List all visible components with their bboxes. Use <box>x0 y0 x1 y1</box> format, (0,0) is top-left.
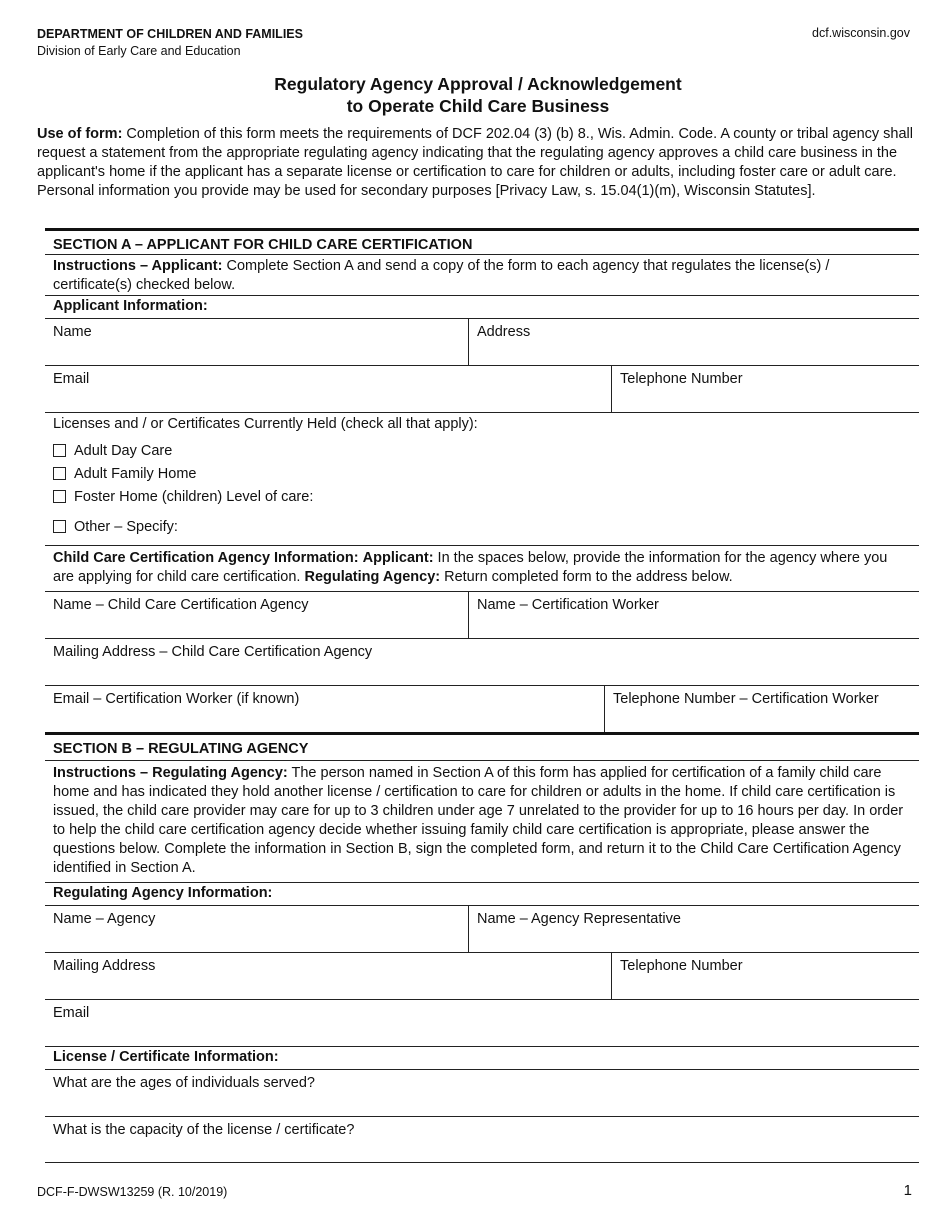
reg-mailing-phone-row <box>45 952 919 999</box>
licenses-label: Licenses and / or Certificates Currently Held (check all that apply): <box>53 416 478 432</box>
cert-mailing-address-field[interactable] <box>45 639 919 685</box>
applicant-email-field[interactable] <box>45 366 611 412</box>
title-line-2: to Operate Child Care Business <box>346 96 610 116</box>
page-number: 1 <box>903 1182 912 1199</box>
department-name: DEPARTMENT OF CHILDREN AND FAMILIES <box>37 27 303 41</box>
field-label: Mailing Address <box>53 958 156 974</box>
form-number: DCF-F-DWSW13259 (R. 10/2019) <box>37 1185 228 1199</box>
applicant-name-field[interactable] <box>45 319 468 365</box>
applicant-phone-field[interactable] <box>611 366 919 412</box>
field-label: Telephone Number <box>620 958 743 974</box>
section-b-heading: SECTION B – REGULATING AGENCY <box>45 732 919 760</box>
agency-info-label: Child Care Certification Agency Information: <box>53 550 359 566</box>
foster-home-option <box>45 485 919 508</box>
cert-agency-row <box>45 591 919 638</box>
title-line-1: Regulatory Agency Approval / Acknowledgement <box>274 74 682 94</box>
instructions-text: Complete Section A and send a copy of the form to each agency that regulates the license(s) / certificate(s) checked below. <box>53 258 830 293</box>
use-of-form-paragraph <box>37 125 919 201</box>
use-of-form-label: Use of form: <box>37 126 123 142</box>
capacity-field[interactable] <box>45 1117 919 1162</box>
license-info-heading: License / Certificate Information: <box>45 1046 919 1069</box>
applicant-address-field[interactable] <box>468 319 919 365</box>
field-label: Email <box>53 371 90 387</box>
field-label: Name – Child Care Certification Agency <box>53 597 309 613</box>
regulating-label: Regulating Agency: <box>304 569 441 585</box>
field-label: Email – Certification Worker (if known) <box>53 691 300 707</box>
field-label: Name – Agency Representative <box>477 911 681 927</box>
adult-day-care-checkbox[interactable] <box>53 444 66 457</box>
reg-agency-name-field[interactable] <box>45 906 468 952</box>
use-of-form-text: Completion of this form meets the requirements of DCF 202.04 (3) (b) 8., Wis. Admin. Code. A county or tribal agency shall request a statement from the appropriate regulating agency indicating that the regulating agency approves a child care business in the applicant's home if the applicant has a separate license or certification to care for children or adults, including foster care or adult care. Personal information you provide may be used for secondary purposes [Privacy Law, s. 15.04(1)(m), Wisconsin Statutes]. <box>37 126 914 199</box>
reg-email-row <box>45 999 919 1046</box>
cert-contact-row <box>45 685 919 732</box>
field-label: Address <box>477 324 531 340</box>
field-label: Name – Certification Worker <box>477 597 659 613</box>
foster-home-checkbox[interactable] <box>53 490 66 503</box>
instructions-label: Instructions – Regulating Agency: <box>53 765 288 781</box>
section-b-instructions <box>45 760 919 882</box>
form-body <box>45 228 919 1163</box>
section-a-heading: SECTION A – APPLICANT FOR CHILD CARE CERTIFICATION <box>45 228 919 254</box>
applicant-name-address-row <box>45 318 919 365</box>
field-label: What is the capacity of the license / certificate? <box>53 1122 355 1138</box>
cert-worker-phone-field[interactable] <box>604 686 919 732</box>
field-label: Mailing Address – Child Care Certification Agency <box>53 644 373 660</box>
adult-family-home-option <box>45 462 919 485</box>
applicant-email-phone-row <box>45 365 919 412</box>
cert-agency-name-field[interactable] <box>45 592 468 638</box>
reg-agency-rep-field[interactable] <box>468 906 919 952</box>
cert-mailing-row <box>45 638 919 685</box>
field-label: Name – Agency <box>53 911 156 927</box>
option-label: Adult Family Home <box>74 465 197 482</box>
adult-family-home-checkbox[interactable] <box>53 467 66 480</box>
other-checkbox[interactable] <box>53 520 66 533</box>
licenses-block <box>45 412 919 545</box>
field-label: Telephone Number <box>620 371 743 387</box>
applicant-label: Applicant: <box>362 550 434 566</box>
cert-agency-instructions <box>45 545 919 591</box>
section-a-instructions <box>45 254 919 295</box>
reg-mailing-address-field[interactable] <box>45 953 611 999</box>
other-option <box>45 515 919 538</box>
reg-phone-field[interactable] <box>611 953 919 999</box>
agency-header <box>37 26 303 60</box>
cert-worker-email-field[interactable] <box>45 686 604 732</box>
reg-agency-row <box>45 905 919 952</box>
field-label: Name <box>53 324 92 340</box>
applicant-text: In the spaces below, provide the information for the agency where you are applying for child care certification. <box>53 550 888 585</box>
ages-row <box>45 1069 919 1116</box>
cert-worker-name-field[interactable] <box>468 592 919 638</box>
division-name: Division of Early Care and Education <box>37 44 241 58</box>
ages-served-field[interactable] <box>45 1070 919 1116</box>
regulating-text: Return completed form to the address below. <box>440 569 733 585</box>
field-label: Email <box>53 1005 90 1021</box>
instructions-label: Instructions – Applicant: <box>53 258 223 274</box>
reg-email-field[interactable] <box>45 1000 919 1046</box>
option-label: Adult Day Care <box>74 442 173 459</box>
page-title <box>37 73 919 117</box>
field-label: Telephone Number – Certification Worker <box>613 691 879 707</box>
capacity-row <box>45 1116 919 1163</box>
instructions-text: The person named in Section A of this form has applied for certification of a family child care home and has indicated they hold another license / certification to care for children or adults in the home. If child care certification is issued, the child care provider may care for up to 3 children under age 7 unrelated to the provider for up to 16 hours per day. In order to help the child care certification agency decide whether issuing family child care certification is appropriate, please answer the questions below. Complete the information in Section B, sign the completed form, and return it to the Child Care Certification Agency identified in Section A. <box>53 765 904 876</box>
adult-day-care-option <box>45 439 919 462</box>
option-label: Foster Home (children) Level of care: <box>74 488 314 505</box>
option-label: Other – Specify: <box>74 518 178 535</box>
website: dcf.wisconsin.gov <box>812 26 910 40</box>
regulating-agency-info-heading: Regulating Agency Information: <box>45 882 919 905</box>
applicant-info-heading: Applicant Information: <box>45 295 919 318</box>
field-label: What are the ages of individuals served? <box>53 1075 315 1091</box>
